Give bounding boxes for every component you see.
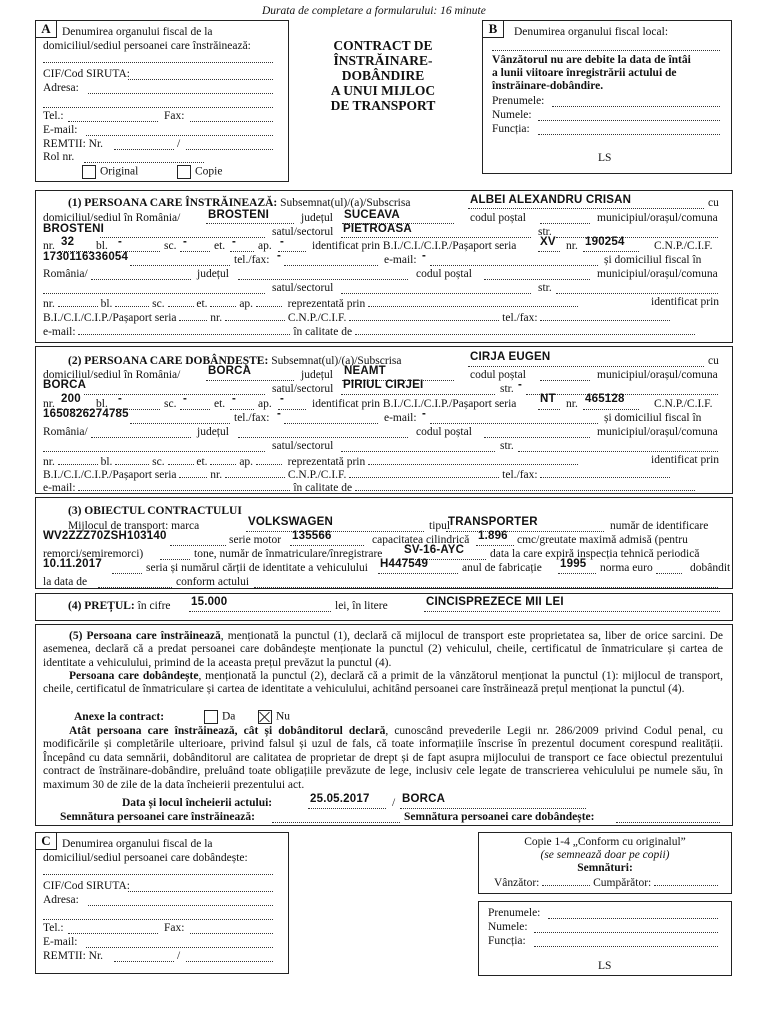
box-c-remtii-field[interactable] [114,951,174,962]
s1-cod2: codul poștal [416,268,472,280]
s2-bl-label: bl. [96,398,108,410]
box-a-fax-label: Fax: [164,110,185,122]
anexe-da[interactable]: Da [204,710,235,724]
s2-fiscal-loc[interactable] [91,427,191,438]
copie-checkbox[interactable] [177,165,191,179]
seller-bl[interactable]: - [118,236,123,248]
box-c-tel-field[interactable] [68,923,158,934]
s1-row-bici: B.I./C.I./C.I.P./Pașaport seria nr. C.N.P./C.I.F. tel./fax: [43,310,670,325]
seller-email[interactable]: - [422,250,427,262]
s2-judet-label: județul [301,369,333,381]
s3-dobandit: dobândit [690,562,731,574]
box-b-nume-label: Numele: [492,109,532,121]
box-a-tel-label: Tel.: [43,110,64,122]
vehicle-vin[interactable]: WV2ZZZ70ZSH103140 [43,530,167,542]
s3-an-fab-label: anul de fabricație [462,562,542,574]
box-c-tel-label: Tel.: [43,922,64,934]
s4-lei: lei, în litere [335,600,388,612]
s5-data-loc: Data și locul încheierii actului: [122,797,273,809]
buyer-telfax[interactable]: - [277,408,282,420]
buyer-cnp[interactable]: 1650826274785 [43,408,129,420]
box-c-email-field[interactable] [86,937,273,948]
seller-telfax[interactable]: - [277,250,282,262]
s5-semn2: Semnătura persoanei care dobândește: [404,811,595,823]
s1-satul-label: satul/sectorul [272,226,334,238]
s2-municipiu-label: municipiul/orașul/comuna [597,369,718,381]
s2-judet2: județul [197,426,229,438]
s1-cnp-label: C.N.P./C.I.F. [654,240,713,252]
s2-domfiscal: și domiciliul fiscal în [604,412,702,424]
box-a-adresa-field[interactable] [88,83,273,94]
seller-comuna[interactable]: BROSTENI [43,223,105,235]
seller-judet[interactable]: SUCEAVA [344,209,400,221]
s2-cnp-label: C.N.P./C.I.F. [654,398,713,410]
box-a-letter: A [35,20,57,38]
contract-date[interactable]: 25.05.2017 [310,793,370,805]
seller-sc[interactable]: - [183,236,188,248]
s2-email-label: e-mail: [384,412,417,424]
s1-cu: cu [708,197,719,209]
vehicle-plate[interactable]: SV-16-AYC [404,544,465,556]
s1-domiciliu: domiciliul/sediul în România/ [43,212,181,224]
buyer-localitate[interactable]: BORCA [208,365,252,377]
s2-mun2: municipiul/orașul/comuna [597,426,718,438]
s2-nr-label: nr. [43,398,55,410]
vehicle-civ[interactable]: H447549 [380,558,429,570]
buyer-ap[interactable]: - [280,393,285,405]
box-c-letter: C [35,832,57,850]
box-a-remtii-field[interactable] [114,139,174,150]
box-b-ls: LS [598,152,612,164]
box-d-ls: LS [598,960,612,972]
box-b-nume-field[interactable] [538,110,720,121]
s2-identificat: identificat prin [651,454,720,466]
box-c-fax-field[interactable] [190,923,273,934]
s5-paragraph1: (5) Persoana care înstrăinează, menționată la punctul (1), declară că mijlocul de transport este proprietatea sa, liber de orice sarcini. De asemenea, declară că a predat persoanei care dobândește menționate la punctul (2) vehiculul, cheile, certificatul de înmatriculare și cartea de identitate a vehiculului, primind de la aceasta prețul prevăzut la punctul (4). [43,630,723,669]
box-a-line2: domiciliul/sediul persoanei care înstrăinează: [43,40,251,52]
s2-telfax-label: tel./fax: [234,412,270,424]
s3-norma: norma euro [600,562,653,574]
vehicle-marca[interactable]: VOLKSWAGEN [248,516,334,528]
form-duration: Durata de completare a formularului: 16 minute [262,5,486,17]
seller-seria[interactable]: XV [540,236,556,248]
s1-telfax-label: tel./fax: [234,254,270,266]
box-d-nume-label: Numele: [488,921,528,933]
s3-la-data: la data de [43,576,88,588]
box-c-remtii-label: REMTII: Nr. [43,950,104,962]
s3-tone: tone, număr de înmatriculare/înregistrare [194,548,383,560]
box-a-copie[interactable]: Copie [177,165,222,179]
s1-identificat: identificat prin [651,296,720,308]
s2-row-bici: B.I./C.I./C.I.P./Pașaport seria nr. C.N.P./C.I.F. tel./fax: [43,467,670,482]
copy-line2: (se semnează doar pe copii) [540,849,670,861]
buyer-sat[interactable]: PIRIUL CIRJEI [343,379,424,391]
s5-paragraph3: Atât persoana care înstrăinează, cât și dobânditorul declară, cunoscând prevederile Legii nr. 286/2009 privind Codul penal, cu modificările și completările ulterioare, privind falsul și uzul de fals, că toate informațiile înscrise în prezentul document corespund realității. Începând cu data semnării, dobânditorul are calitatea de proprietar de drept și de fapt asupra mijlocului de transport ce face obiectul prezentului contract de înstrăinare-dobândire, preluând toate obligațiile prevăzute de lege, inclusiv cele legate de transcrierea vehiculului pe numele său, în maximum 30 de zile de la data încheierii prezentului act. [43,725,724,791]
seller-sat[interactable]: PIETROASA [343,223,412,235]
s2-nr2-label: nr. [566,398,578,410]
s1-row-email: e-mail: în calitate de [43,324,695,339]
anexe-nu[interactable]: Nu [258,710,290,724]
vehicle-serie-motor[interactable]: 135566 [292,530,332,542]
box-a-adresa-label: Adresa: [43,82,79,94]
s2-fiscal-str[interactable] [518,441,718,452]
s2-id-text: identificat prin B.I./C.I./C.I.P./Pașaport seria [312,398,517,410]
box-c-line2: domiciliul/sediul persoanei care dobândește: [43,852,248,864]
box-b-functia-label: Funcția: [492,123,530,135]
s1-line1: (1) PERSOANA CARE ÎNSTRĂINEAZĂ: Subsemnat(ul)/(a)/Subscrisa [68,197,411,209]
s2-satul2: satul/sectorul [272,440,334,452]
s2-cod2: codul poștal [416,426,472,438]
box-a-email-field[interactable] [86,125,273,136]
seller-signature-field[interactable] [272,812,400,823]
seller-et[interactable]: - [232,236,237,248]
box-a-rol-field[interactable] [84,152,204,163]
buyer-str[interactable]: - [518,379,523,391]
s4-heading: (4) PREȚUL: în cifre [68,600,171,612]
s1-str2: str. [538,282,552,294]
vehicle-tone[interactable] [160,549,190,560]
box-a-email-label: E-mail: [43,124,78,136]
s1-cod-label: codul poștal [470,212,526,224]
s1-fiscal-judet[interactable] [238,269,408,280]
box-d-prenume-label: Prenumele: [488,907,541,919]
copy-seller-signature[interactable] [542,875,590,886]
s2-ap-label: ap. [258,398,272,410]
box-b-note3: înstrăinare-dobândire. [492,80,604,92]
box-c-fiscal-field[interactable] [43,864,273,875]
s3-carte-text: seria și numărul cărții de identitate a vehiculului [146,562,368,574]
box-c-adresa-label: Adresa: [43,894,79,906]
seller-name[interactable]: ALBEI ALEXANDRU CRISAN [470,194,632,206]
s3-cmc: cmc/greutate maximă admisă (pentru [517,534,688,546]
s5-anexe: Anexe la contract: [74,711,165,723]
s3-capacitate: capacitatea cilindrică [372,534,470,546]
vehicle-act[interactable] [254,577,718,588]
box-b-line1: Denumirea organului fiscal local: [514,26,669,38]
s1-judet2: județul [197,268,229,280]
nu-checkbox[interactable] [258,710,272,724]
s2-sc-label: sc. [164,398,177,410]
s3-data-exp: data la care expiră inspecția tehnică periodică [490,548,700,560]
s2-str2: str. [500,440,514,452]
copy-line1: Copie 1-4 „Conform cu originalul” [524,836,686,848]
s5-semn1: Semnătura persoanei care înstrăinează: [60,811,255,823]
original-checkbox[interactable] [82,165,96,179]
s1-row-reprez: nr. bl. sc. et. ap. reprezentată prin [43,296,578,311]
s1-fiscal-loc[interactable] [91,269,191,280]
seller-cod-postal[interactable] [540,213,590,224]
copy-buyer-signature[interactable] [654,875,718,886]
s2-romania: România/ [43,426,88,438]
s3-remorci: remorci/semiremorci) [43,548,144,560]
seller-str-field[interactable] [556,227,718,238]
s1-municipiu-label: municipiul/orașul/comuna [597,212,718,224]
box-b-note2: a lunii viitoare înregistrării actului de [492,67,677,79]
box-a-fiscal-field[interactable] [43,52,273,63]
vehicle-cc[interactable]: 1.896 [478,530,508,542]
box-c-adresa-field-2[interactable] [43,909,273,920]
box-a-adresa-field-2[interactable] [43,97,273,108]
s1-id-text: identificat prin B.I./C.I./C.I.P./Pașaport seria [312,240,517,252]
box-d-functia-field[interactable] [534,936,718,947]
box-d-nume-field[interactable] [534,922,718,933]
s1-fiscal-comuna[interactable] [43,283,265,294]
s1-str-label: str. [538,226,552,238]
seller-cnp[interactable]: 1730116336054 [43,251,129,263]
s2-str-label: str. [500,383,514,395]
box-b-prenume-field[interactable] [552,96,720,107]
copy-semnaturi: Semnături: [577,862,633,874]
s2-satul-label: satul/sectorul [272,383,334,395]
price-digits[interactable]: 15.000 [191,596,228,608]
buyer-email[interactable]: - [422,408,427,420]
seller-numar[interactable]: 190254 [585,236,625,248]
copy-signatures: Vânzător: Cumpărător: [494,875,718,890]
box-b-letter: B [482,20,504,38]
box-b-note1: Vânzătorul nu are debite la data de întâi [492,54,691,66]
s2-fiscal-judet[interactable] [238,427,408,438]
s2-line1: (2) PERSOANA CARE DOBÂNDEȘTE: Subsemnat(ul)/(a)/Subscrisa [68,355,402,367]
box-d-functia-label: Funcția: [488,935,526,947]
contract-place[interactable]: BORCA [402,793,446,805]
s2-row-email: e-mail: în calitate de [43,480,695,495]
contract-title: CONTRACT DE ÎNSTRĂINARE- DOBÂNDIRE A UNUI MIJLOC DE TRANSPORT [330,38,436,113]
seller-nr[interactable]: 32 [61,236,75,248]
s3-conform: conform actului [176,576,250,588]
box-c-adresa-field[interactable] [88,895,273,906]
s2-domiciliu: domiciliul/sediul în România/ [43,369,181,381]
buyer-name[interactable]: CIRJA EUGEN [470,351,551,363]
vehicle-tipul[interactable]: TRANSPORTER [448,516,538,528]
buyer-comuna[interactable]: BORCA [43,379,87,391]
seller-ap[interactable]: - [280,236,285,248]
s1-bl-label: bl. [96,240,108,252]
box-c-cif-field[interactable] [128,881,273,892]
s1-nr-label: nr. [43,240,55,252]
buyer-seria[interactable]: NT [540,393,556,405]
box-a-fax-field[interactable] [190,111,273,122]
s1-fiscal-cod[interactable] [484,269,590,280]
s1-email-label: e-mail: [384,254,417,266]
box-c-fax-label: Fax: [164,922,185,934]
s1-judet-label: județul [301,212,333,224]
price-words[interactable]: CINCISPREZECE MII LEI [426,596,564,608]
s1-fiscal-str[interactable] [556,283,718,294]
s1-fiscal-sat[interactable] [341,283,531,294]
s1-satul2: satul/sectorul [272,282,334,294]
box-b-fiscal-field[interactable] [492,40,720,51]
s1-mun2: municipiul/orașul/comuna [597,268,718,280]
box-a-original[interactable]: Original [82,165,138,179]
vehicle-norma[interactable] [656,563,682,574]
box-b-prenume-label: Prenumele: [492,95,545,107]
box-a-cif-label: CIF/Cod SIRUTA: [43,68,130,80]
box-c-email-label: E-mail: [43,936,78,948]
s2-fiscal-comuna[interactable] [43,441,265,452]
buyer-cod-postal[interactable] [540,370,590,381]
vehicle-itp[interactable]: 10.11.2017 [43,558,102,570]
s1-romania: România/ [43,268,88,280]
s2-row-reprez: nr. bl. sc. et. ap. reprezentată prin [43,454,578,469]
buyer-bl[interactable]: - [118,393,123,405]
s2-fiscal-sat[interactable] [341,441,495,452]
box-a-rol-label: Rol nr. [43,151,75,163]
seller-localitate[interactable]: BROSTENI [208,209,270,221]
box-c-cif-label: CIF/Cod SIRUTA: [43,880,130,892]
vehicle-an-fab[interactable]: 1995 [560,558,587,570]
buyer-numar[interactable]: 465128 [585,393,625,405]
s3-mijloc: Mijlocul de transport: marca [68,520,200,532]
s1-ap-label: ap. [258,240,272,252]
box-a-remtii-label: REMTII: Nr. [43,138,104,150]
buyer-judet[interactable]: NEAMT [344,365,386,377]
s2-fiscal-cod[interactable] [484,427,590,438]
box-a-remtii-field-2[interactable] [186,139,273,150]
box-a-tel-field[interactable] [68,111,158,122]
buyer-et[interactable]: - [232,393,237,405]
box-c-line1: Denumirea organului fiscal de la [62,838,213,850]
box-a-cif-field[interactable] [128,69,273,80]
box-c-remtii-field-2[interactable] [186,951,273,962]
s5-paragraph2: Persoana care dobândește, menționată la punctul (2), declară că a primit de la vânzătorul menționat la punctul (1): mijlocul de transport, cheile, certificatul de înmatriculare și cartea de identitate a vehiculului, achitând persoanei care înstrăinează prețul menționat la punctul (4). [43,670,724,696]
da-checkbox[interactable] [204,710,218,724]
buyer-signature-field[interactable] [616,812,720,823]
buyer-sc[interactable]: - [183,393,188,405]
box-b-functia-field[interactable] [538,124,720,135]
s1-nr2-label: nr. [566,240,578,252]
s1-et-label: et. [214,240,226,252]
s5-slash: / [392,797,396,809]
s1-sc-label: sc. [164,240,177,252]
s3-numar-id: număr de identificare [610,520,709,532]
s2-et-label: et. [214,398,226,410]
s3-tipul-label: tipul [429,520,451,532]
s3-serie-motor-label: serie motor [229,534,282,546]
box-a-line1: Denumirea organului fiscal de la [62,26,213,38]
s1-domfiscal: și domiciliul fiscal în [604,254,702,266]
box-d-prenume-field[interactable] [548,908,718,919]
s2-cod-label: codul poștal [470,369,526,381]
vehicle-la-data[interactable] [98,577,172,588]
s2-cu: cu [708,355,719,367]
buyer-nr[interactable]: 200 [61,393,81,405]
s3-heading: (3) OBIECTUL CONTRACTULUI [68,505,242,517]
